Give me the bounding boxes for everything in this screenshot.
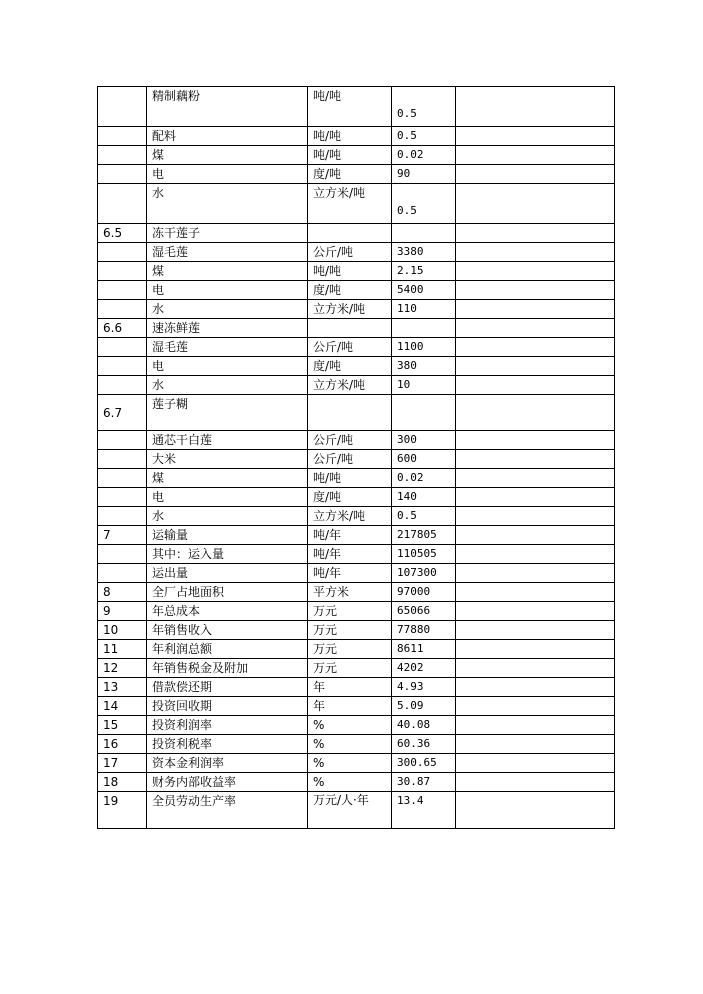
row-number-cell: 16 — [98, 735, 147, 754]
table-row — [98, 640, 615, 659]
unit-cell: 立方米/吨 — [308, 376, 392, 395]
remark-cell — [456, 127, 615, 146]
item-name-cell: 湿毛莲 — [147, 338, 308, 357]
table-row — [98, 488, 615, 507]
unit-cell: 吨/吨 — [308, 469, 392, 488]
value-cell: 380 — [392, 357, 456, 376]
unit-cell: 年 — [308, 697, 392, 716]
unit-cell — [308, 395, 392, 431]
item-name-cell: 投资回收期 — [147, 697, 308, 716]
table-row — [98, 621, 615, 640]
remark-cell — [456, 469, 615, 488]
remark-cell — [456, 243, 615, 262]
remark-cell — [456, 281, 615, 300]
remark-cell — [456, 773, 615, 792]
value-cell: 5.09 — [392, 697, 456, 716]
indicator-table — [97, 86, 615, 829]
table-row — [98, 127, 615, 146]
item-name-cell: 水 — [147, 184, 308, 224]
remark-cell — [456, 545, 615, 564]
value-cell: 300.65 — [392, 754, 456, 773]
row-number-cell: 17 — [98, 754, 147, 773]
table-row — [98, 357, 615, 376]
unit-cell: 万元 — [308, 621, 392, 640]
value-cell: 0.5 — [392, 184, 456, 224]
table-row — [98, 773, 615, 792]
row-number-cell: 13 — [98, 678, 147, 697]
row-number-cell — [98, 507, 147, 526]
item-name-cell: 大米 — [147, 450, 308, 469]
unit-cell: 公斤/吨 — [308, 338, 392, 357]
remark-cell — [456, 338, 615, 357]
unit-cell: 万元 — [308, 659, 392, 678]
table-row — [98, 319, 615, 338]
table-row — [98, 184, 615, 224]
row-number-cell: 12 — [98, 659, 147, 678]
value-cell: 107300 — [392, 564, 456, 583]
unit-cell — [308, 224, 392, 243]
row-number-cell: 6.6 — [98, 319, 147, 338]
item-name-cell: 财务内部收益率 — [147, 773, 308, 792]
value-cell: 2.15 — [392, 262, 456, 281]
row-number-cell — [98, 87, 147, 127]
table-row — [98, 165, 615, 184]
remark-cell — [456, 450, 615, 469]
value-cell: 30.87 — [392, 773, 456, 792]
value-cell: 97000 — [392, 583, 456, 602]
remark-cell — [456, 716, 615, 735]
value-cell: 40.08 — [392, 716, 456, 735]
unit-cell: 吨/吨 — [308, 146, 392, 165]
remark-cell — [456, 526, 615, 545]
value-cell: 90 — [392, 165, 456, 184]
value-cell: 3380 — [392, 243, 456, 262]
remark-cell — [456, 300, 615, 319]
item-name-cell: 煤 — [147, 146, 308, 165]
table-row — [98, 735, 615, 754]
row-number-cell: 18 — [98, 773, 147, 792]
row-number-cell: 6.7 — [98, 395, 147, 431]
table-row — [98, 262, 615, 281]
row-number-cell — [98, 545, 147, 564]
table-body — [98, 87, 615, 829]
item-name-cell: 通芯干白莲 — [147, 431, 308, 450]
table-row — [98, 545, 615, 564]
item-name-cell: 电 — [147, 281, 308, 300]
row-number-cell — [98, 357, 147, 376]
unit-cell: 度/吨 — [308, 488, 392, 507]
remark-cell — [456, 678, 615, 697]
remark-cell — [456, 735, 615, 754]
item-name-cell: 运输量 — [147, 526, 308, 545]
value-cell: 77880 — [392, 621, 456, 640]
unit-cell: % — [308, 773, 392, 792]
row-number-cell: 6.5 — [98, 224, 147, 243]
row-number-cell — [98, 376, 147, 395]
item-name-cell: 全员劳动生产率 — [147, 792, 308, 829]
unit-cell: % — [308, 735, 392, 754]
table-row — [98, 224, 615, 243]
unit-cell: 度/吨 — [308, 357, 392, 376]
remark-cell — [456, 224, 615, 243]
unit-cell: 公斤/吨 — [308, 431, 392, 450]
remark-cell — [456, 602, 615, 621]
unit-cell: 吨/吨 — [308, 262, 392, 281]
item-name-cell: 电 — [147, 357, 308, 376]
table-row — [98, 678, 615, 697]
item-name-cell: 电 — [147, 165, 308, 184]
remark-cell — [456, 319, 615, 338]
row-number-cell — [98, 488, 147, 507]
item-name-cell: 资本金利润率 — [147, 754, 308, 773]
remark-cell — [456, 376, 615, 395]
table-row — [98, 697, 615, 716]
item-name-cell: 湿毛莲 — [147, 243, 308, 262]
unit-cell: 吨/吨 — [308, 127, 392, 146]
remark-cell — [456, 146, 615, 165]
remark-cell — [456, 87, 615, 127]
unit-cell: 平方米 — [308, 583, 392, 602]
remark-cell — [456, 431, 615, 450]
value-cell: 13.4 — [392, 792, 456, 829]
remark-cell — [456, 564, 615, 583]
value-cell: 110 — [392, 300, 456, 319]
row-number-cell: 19 — [98, 792, 147, 829]
item-name-cell: 运出量 — [147, 564, 308, 583]
value-cell: 110505 — [392, 545, 456, 564]
row-number-cell — [98, 281, 147, 300]
item-name-cell: 年利润总额 — [147, 640, 308, 659]
remark-cell — [456, 792, 615, 829]
remark-cell — [456, 621, 615, 640]
value-cell: 65066 — [392, 602, 456, 621]
row-number-cell: 8 — [98, 583, 147, 602]
value-cell — [392, 395, 456, 431]
item-name-cell: 投资利润率 — [147, 716, 308, 735]
item-name-cell: 煤 — [147, 262, 308, 281]
row-number-cell — [98, 450, 147, 469]
unit-cell: % — [308, 716, 392, 735]
value-cell: 4.93 — [392, 678, 456, 697]
table-row — [98, 507, 615, 526]
item-name-cell: 配料 — [147, 127, 308, 146]
unit-cell: 吨/年 — [308, 545, 392, 564]
item-name-cell: 精制藕粉 — [147, 87, 308, 127]
item-name-cell: 莲子糊 — [147, 395, 308, 431]
value-cell: 5400 — [392, 281, 456, 300]
table-row — [98, 431, 615, 450]
unit-cell: 吨/年 — [308, 564, 392, 583]
table-row — [98, 754, 615, 773]
value-cell — [392, 224, 456, 243]
remark-cell — [456, 357, 615, 376]
value-cell: 10 — [392, 376, 456, 395]
value-cell: 217805 — [392, 526, 456, 545]
table-row — [98, 564, 615, 583]
unit-cell: 公斤/吨 — [308, 450, 392, 469]
row-number-cell — [98, 300, 147, 319]
value-cell: 0.5 — [392, 87, 456, 127]
table-row — [98, 602, 615, 621]
remark-cell — [456, 184, 615, 224]
unit-cell: 年 — [308, 678, 392, 697]
unit-cell: 度/吨 — [308, 281, 392, 300]
remark-cell — [456, 583, 615, 602]
remark-cell — [456, 488, 615, 507]
table-row — [98, 716, 615, 735]
table-row — [98, 526, 615, 545]
item-name-cell: 年销售税金及附加 — [147, 659, 308, 678]
table-row — [98, 281, 615, 300]
unit-cell: 度/吨 — [308, 165, 392, 184]
value-cell: 0.02 — [392, 146, 456, 165]
item-name-cell: 年总成本 — [147, 602, 308, 621]
remark-cell — [456, 640, 615, 659]
item-name-cell: 水 — [147, 300, 308, 319]
value-cell: 140 — [392, 488, 456, 507]
unit-cell: 万元/人·年 — [308, 792, 392, 829]
unit-cell: 吨/吨 — [308, 87, 392, 127]
value-cell: 60.36 — [392, 735, 456, 754]
row-number-cell: 11 — [98, 640, 147, 659]
table-row — [98, 243, 615, 262]
unit-cell: 立方米/吨 — [308, 300, 392, 319]
value-cell: 0.02 — [392, 469, 456, 488]
value-cell: 300 — [392, 431, 456, 450]
value-cell: 4202 — [392, 659, 456, 678]
table-row — [98, 376, 615, 395]
item-name-cell: 煤 — [147, 469, 308, 488]
row-number-cell — [98, 431, 147, 450]
item-name-cell: 年销售收入 — [147, 621, 308, 640]
remark-cell — [456, 697, 615, 716]
table-row — [98, 87, 615, 127]
remark-cell — [456, 262, 615, 281]
table-row — [98, 583, 615, 602]
row-number-cell: 14 — [98, 697, 147, 716]
remark-cell — [456, 507, 615, 526]
row-number-cell — [98, 127, 147, 146]
item-name-cell: 借款偿还期 — [147, 678, 308, 697]
row-number-cell — [98, 165, 147, 184]
unit-cell: 立方米/吨 — [308, 184, 392, 224]
table-row — [98, 659, 615, 678]
table-row — [98, 395, 615, 431]
remark-cell — [456, 754, 615, 773]
item-name-cell: 冻干莲子 — [147, 224, 308, 243]
row-number-cell: 15 — [98, 716, 147, 735]
item-name-cell: 其中：运入量 — [147, 545, 308, 564]
row-number-cell — [98, 469, 147, 488]
row-number-cell — [98, 338, 147, 357]
table-row — [98, 469, 615, 488]
unit-cell: % — [308, 754, 392, 773]
unit-cell: 吨/年 — [308, 526, 392, 545]
row-number-cell: 9 — [98, 602, 147, 621]
unit-cell: 万元 — [308, 602, 392, 621]
value-cell — [392, 319, 456, 338]
row-number-cell — [98, 184, 147, 224]
row-number-cell — [98, 564, 147, 583]
value-cell: 0.5 — [392, 127, 456, 146]
row-number-cell: 10 — [98, 621, 147, 640]
item-name-cell: 水 — [147, 507, 308, 526]
unit-cell: 万元 — [308, 640, 392, 659]
row-number-cell — [98, 243, 147, 262]
value-cell: 8611 — [392, 640, 456, 659]
table-row — [98, 338, 615, 357]
row-number-cell: 7 — [98, 526, 147, 545]
remark-cell — [456, 659, 615, 678]
unit-cell — [308, 319, 392, 338]
table-row — [98, 450, 615, 469]
remark-cell — [456, 165, 615, 184]
value-cell: 600 — [392, 450, 456, 469]
remark-cell — [456, 395, 615, 431]
item-name-cell: 速冻鲜莲 — [147, 319, 308, 338]
item-name-cell: 水 — [147, 376, 308, 395]
item-name-cell: 电 — [147, 488, 308, 507]
row-number-cell — [98, 146, 147, 165]
table-row — [98, 146, 615, 165]
table-row — [98, 300, 615, 319]
value-cell: 0.5 — [392, 507, 456, 526]
unit-cell: 公斤/吨 — [308, 243, 392, 262]
unit-cell: 立方米/吨 — [308, 507, 392, 526]
row-number-cell — [98, 262, 147, 281]
item-name-cell: 全厂占地面积 — [147, 583, 308, 602]
table-row — [98, 792, 615, 829]
value-cell: 1100 — [392, 338, 456, 357]
item-name-cell: 投资利税率 — [147, 735, 308, 754]
